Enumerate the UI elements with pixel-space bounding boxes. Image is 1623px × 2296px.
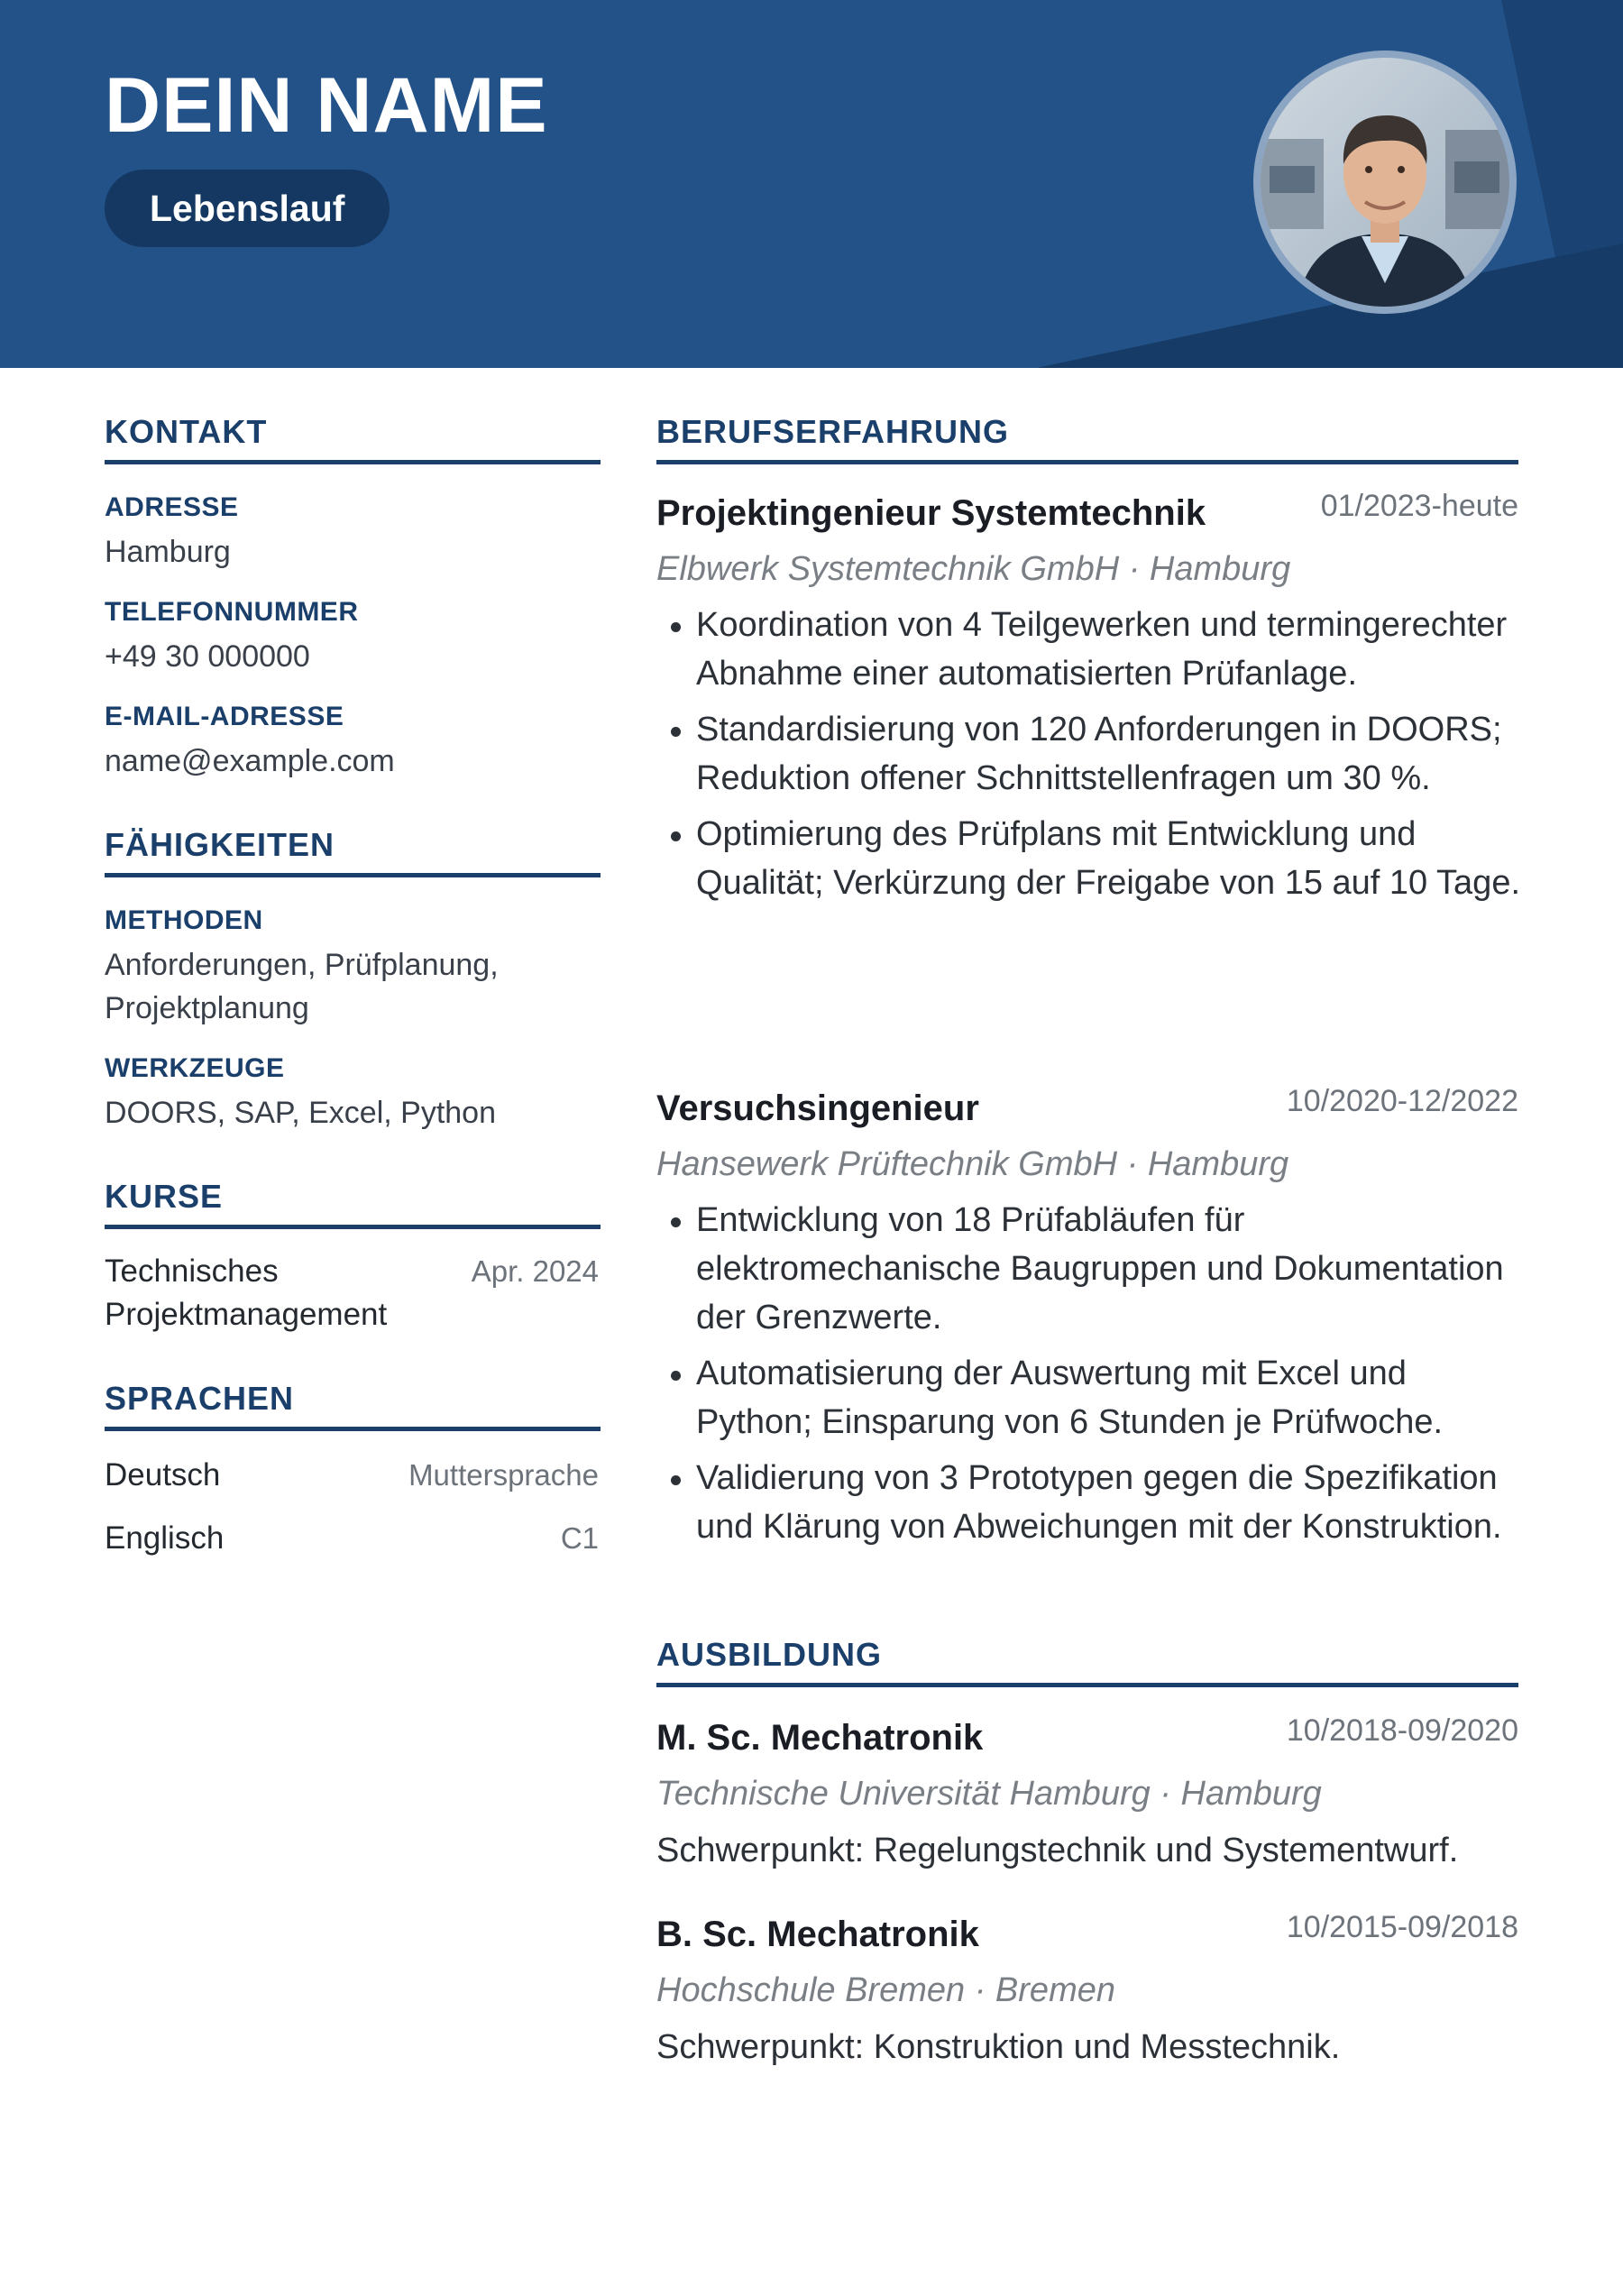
- list-item: Automatisierung der Auswertung mit Excel und Python; Einsparung von 6 Stunden je Prüfwoche.: [656, 1349, 1522, 1446]
- profile-photo: [1253, 51, 1517, 314]
- section-divider: [105, 1225, 601, 1229]
- section-title-education: AUSBILDUNG: [656, 1636, 882, 1673]
- job-date: 10/2020-12/2022: [1286, 1084, 1518, 1118]
- contact-phone-label: TELEFONNUMMER: [105, 597, 359, 627]
- section-divider: [656, 460, 1518, 464]
- person-name: DEIN NAME: [105, 62, 548, 149]
- contact-phone-value: +49 30 000000: [105, 639, 310, 674]
- list-item: Koordination von 4 Teilgewerken und termingerechter Abnahme einer automatisierten Prüfanlage.: [656, 601, 1522, 698]
- contact-email-value: name@example.com: [105, 744, 395, 778]
- section-title-courses: KURSE: [105, 1178, 224, 1215]
- language-level: C1: [560, 1521, 599, 1555]
- list-item: Standardisierung von 120 Anforderungen in DOORS; Reduktion offener Schnittstellenfragen um 30 %.: [656, 705, 1522, 803]
- job-company: Hansewerk Prüftechnik GmbH · Hamburg: [656, 1145, 1289, 1183]
- contact-email-label: E-MAIL-ADRESSE: [105, 702, 344, 731]
- education-degree: M. Sc. Mechatronik: [656, 1718, 984, 1758]
- document-type-badge: Lebenslauf: [105, 170, 390, 247]
- education-school: Hochschule Bremen · Bremen: [656, 1971, 1115, 2009]
- section-divider: [105, 873, 601, 877]
- skills-tools-value: DOORS, SAP, Excel, Python: [105, 1096, 496, 1130]
- education-school: Technische Universität Hamburg · Hamburg: [656, 1775, 1322, 1813]
- section-divider: [656, 1683, 1518, 1687]
- education-focus: Schwerpunkt: Konstruktion und Messtechnik.: [656, 2028, 1341, 2066]
- section-title-contact: KONTAKT: [105, 413, 268, 450]
- education-date: 10/2018-09/2020: [1286, 1713, 1518, 1748]
- job-date: 01/2023-heute: [1320, 489, 1518, 523]
- section-title-experience: BERUFSERFAHRUNG: [656, 413, 1010, 450]
- portrait-photo-icon: [1261, 58, 1509, 307]
- job-bullet-list: [656, 1196, 1522, 1558]
- list-item: Entwicklung von 18 Prüfabläufen für elektromechanische Baugruppen und Dokumentation der Grenzwerte.: [656, 1196, 1522, 1342]
- skills-methods-value: Anforderungen, Prüfplanung, Projektplanung: [105, 948, 499, 1025]
- education-focus: Schwerpunkt: Regelungstechnik und Systementwurf.: [656, 1832, 1459, 1869]
- language-level: Muttersprache: [408, 1458, 599, 1492]
- language-name: Englisch: [105, 1520, 225, 1556]
- job-title: Versuchsingenieur: [656, 1088, 979, 1128]
- skills-tools-label: WERKZEUGE: [105, 1053, 285, 1083]
- list-item: Optimierung des Prüfplans mit Entwicklung und Qualität; Verkürzung der Freigabe von 15 auf 10 Tage.: [656, 810, 1522, 907]
- header-banner: [0, 0, 1623, 368]
- job-title: Projektingenieur Systemtechnik: [656, 493, 1206, 533]
- section-divider: [105, 460, 601, 464]
- education-date: 10/2015-09/2018: [1286, 1910, 1518, 1944]
- list-item: Validierung von 3 Prototypen gegen die Spezifikation und Klärung von Abweichungen mit der Konstruktion.: [656, 1454, 1522, 1551]
- education-degree: B. Sc. Mechatronik: [656, 1915, 979, 1954]
- language-name: Deutsch: [105, 1457, 221, 1492]
- course-name: Technisches Projektmanagement: [105, 1254, 388, 1332]
- contact-address-value: Hamburg: [105, 535, 231, 569]
- course-date: Apr. 2024: [471, 1254, 599, 1288]
- section-title-skills: FÄHIGKEITEN: [105, 826, 335, 863]
- skills-methods-label: METHODEN: [105, 905, 263, 935]
- section-title-languages: SPRACHEN: [105, 1380, 295, 1417]
- job-company: Elbwerk Systemtechnik GmbH · Hamburg: [656, 550, 1291, 588]
- contact-address-label: ADRESSE: [105, 492, 239, 522]
- section-divider: [105, 1427, 601, 1431]
- job-bullet-list: [656, 601, 1522, 914]
